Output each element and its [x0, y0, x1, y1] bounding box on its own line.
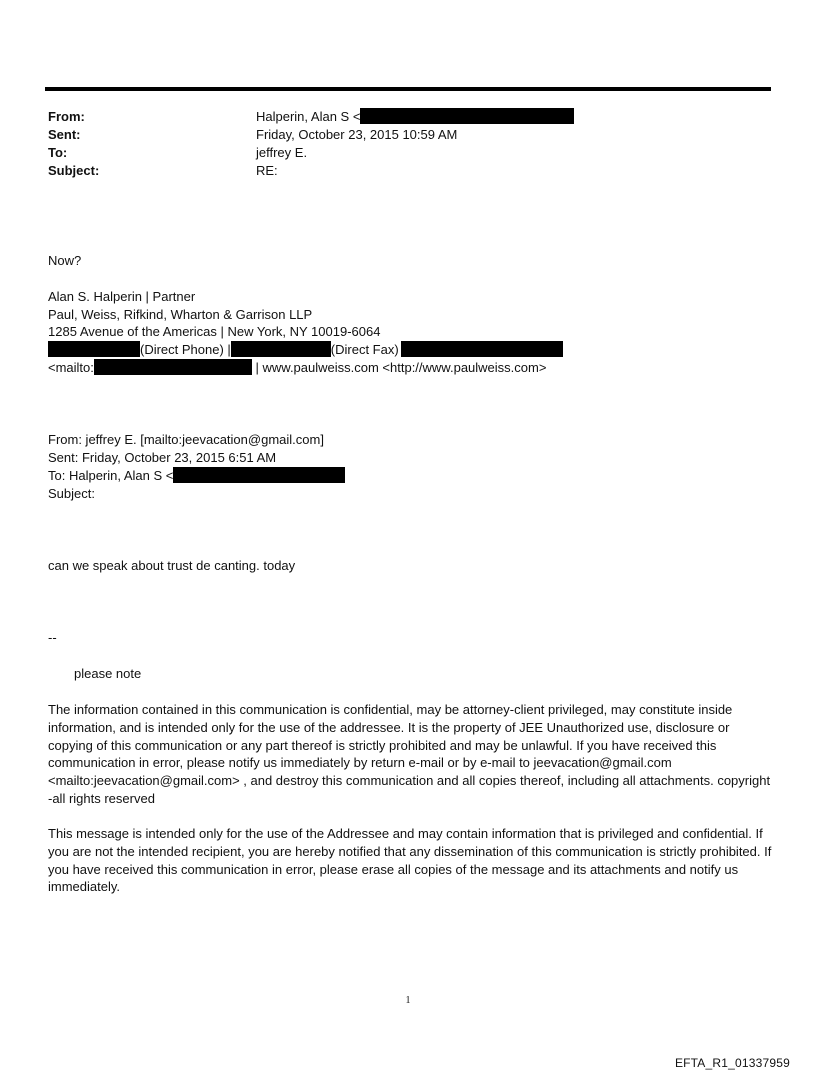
to-value: jeffrey E. — [256, 145, 308, 160]
redaction-block — [360, 108, 574, 124]
signature-contact-line — [48, 341, 563, 359]
signature-line-3: 1285 Avenue of the Americas | New York, NY 10019-6064 — [48, 324, 381, 339]
from-value — [256, 108, 574, 126]
redaction-block — [94, 359, 252, 375]
signature-line-2: Paul, Weiss, Rifkind, Wharton & Garrison LLP — [48, 307, 313, 322]
redaction-block — [173, 467, 345, 483]
signature-line-1: Alan S. Halperin | Partner — [48, 289, 196, 304]
to-label: To: — [48, 145, 68, 160]
quoted-to-text: To: Halperin, Alan S < — [48, 468, 174, 483]
quoted-sent: Sent: Friday, October 23, 2015 6:51 AM — [48, 450, 277, 465]
quoted-from: From: jeffrey E. [mailto:jeevacation@gmail.com] — [48, 432, 324, 447]
subject-label: Subject: — [48, 163, 100, 178]
from-label: From: — [48, 109, 85, 124]
sent-label: Sent: — [48, 127, 81, 142]
website-link[interactable]: | www.paulweiss.com <http://www.paulweiss.com> — [251, 360, 547, 375]
redaction-block — [48, 341, 140, 357]
direct-phone-label: (Direct Phone) | — [140, 342, 231, 357]
page-number: 1 — [405, 995, 411, 1006]
signature-separator: -- — [48, 630, 57, 645]
redaction-block — [231, 341, 331, 357]
redaction-block — [401, 341, 563, 357]
quoted-subject: Subject: — [48, 486, 95, 501]
direct-fax-label: (Direct Fax) — [330, 342, 399, 357]
subject-value: RE: — [256, 163, 278, 178]
mailto-prefix: <mailto: — [48, 360, 94, 375]
quoted-to — [48, 467, 345, 485]
bates-number: EFTA_R1_01337959 — [674, 1056, 790, 1070]
signature-web-line — [48, 359, 546, 377]
quoted-message: can we speak about trust de canting. today — [48, 558, 296, 573]
from-value-text: Halperin, Alan S < — [256, 109, 361, 124]
please-note: please note — [74, 666, 142, 681]
disclaimer-paragraph-2: This message is intended only for the use of the Addressee and may contain information that is privileged and confidential. If you are not the intended recipient, you are hereby notified that any dissemination of this communication is strictly prohibited. If you have received this communication in error, please erase all copies of the message and its attachments and notify us immediately. — [48, 826, 772, 895]
header-rule — [45, 87, 771, 91]
disclaimer-paragraph-1: The information contained in this communication is confidential, may be attorney-client privileged, may constitute inside information, and is intended only for the use of the addressee. It is the property of JEE Unauthorized use, disclosure or copying of this communication or any part thereof is strictly prohibited and may be unlawful. If you have received this communication in error, please notify us immediately by return e-mail or by e-mail to jeevacation@gmail.com <mailto:jeevacation@gmail.com> , and destroy this communication and all copies thereof, including all attachments. copyright -all rights reserved — [48, 702, 771, 806]
sent-value: Friday, October 23, 2015 10:59 AM — [256, 127, 458, 142]
reply-text: Now? — [48, 253, 82, 268]
